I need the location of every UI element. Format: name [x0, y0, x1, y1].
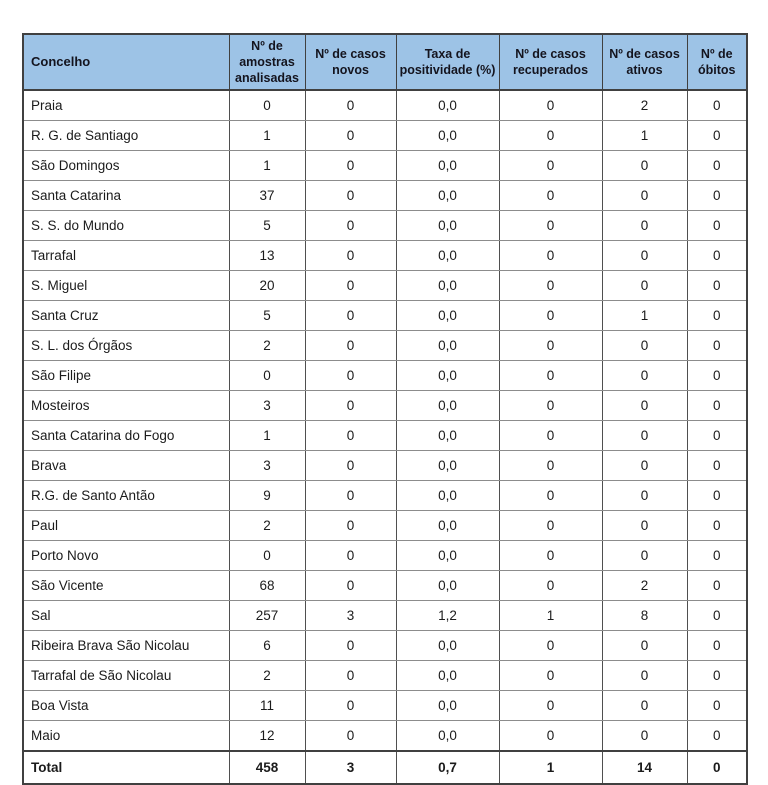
table-row	[23, 541, 747, 571]
value-cell: 0	[687, 661, 747, 691]
value-cell: 0	[305, 541, 396, 571]
value-cell: 0	[305, 631, 396, 661]
value-cell: 0	[602, 361, 687, 391]
value-cell: 0	[305, 241, 396, 271]
value-cell: 0	[687, 511, 747, 541]
column-header-taxa-positividade: Taxa de positividade (%)	[396, 34, 499, 90]
value-cell: 0	[305, 391, 396, 421]
concelho-cell: Ribeira Brava São Nicolau	[23, 631, 229, 661]
value-cell: 0,0	[396, 571, 499, 601]
table-row	[23, 601, 747, 631]
value-cell: 0	[687, 721, 747, 752]
value-cell: 2	[602, 90, 687, 121]
value-cell: 1	[229, 121, 305, 151]
value-cell: 0	[687, 301, 747, 331]
value-cell: 0	[229, 90, 305, 121]
value-cell: 0	[602, 481, 687, 511]
concelho-cell: Boa Vista	[23, 691, 229, 721]
value-cell: 0	[499, 481, 602, 511]
value-cell: 0	[602, 331, 687, 361]
value-cell: 2	[229, 511, 305, 541]
value-cell: 0	[305, 361, 396, 391]
value-cell: 0	[687, 211, 747, 241]
value-cell: 0	[687, 90, 747, 121]
value-cell: 0	[305, 331, 396, 361]
value-cell: 0,0	[396, 271, 499, 301]
value-cell: 0	[499, 301, 602, 331]
value-cell: 3	[229, 391, 305, 421]
value-cell: 0	[499, 691, 602, 721]
value-cell: 0,0	[396, 331, 499, 361]
table-row	[23, 241, 747, 271]
concelho-cell: Tarrafal de São Nicolau	[23, 661, 229, 691]
value-cell: 0	[305, 721, 396, 752]
table-body	[23, 90, 747, 751]
concelho-cell: Praia	[23, 90, 229, 121]
value-cell: 0,0	[396, 181, 499, 211]
table-row	[23, 511, 747, 541]
value-cell: 0	[305, 181, 396, 211]
value-cell: 1	[229, 421, 305, 451]
value-cell: 0	[499, 90, 602, 121]
value-cell: 0	[687, 481, 747, 511]
table-row	[23, 331, 747, 361]
total-value-cell: 458	[229, 751, 305, 784]
value-cell: 0	[687, 151, 747, 181]
value-cell: 0	[499, 121, 602, 151]
value-cell: 0,0	[396, 721, 499, 752]
value-cell: 0	[499, 661, 602, 691]
concelho-cell: São Vicente	[23, 571, 229, 601]
value-cell: 0	[499, 331, 602, 361]
concelho-cell: Tarrafal	[23, 241, 229, 271]
value-cell: 0	[305, 211, 396, 241]
column-header-concelho: Concelho	[23, 34, 229, 90]
value-cell: 0	[687, 631, 747, 661]
value-cell: 0	[499, 541, 602, 571]
value-cell: 0	[305, 451, 396, 481]
concelho-cell: Mosteiros	[23, 391, 229, 421]
concelho-cell: Santa Catarina do Fogo	[23, 421, 229, 451]
value-cell: 0	[602, 631, 687, 661]
value-cell: 0	[687, 571, 747, 601]
value-cell: 0	[305, 481, 396, 511]
table-row	[23, 90, 747, 121]
value-cell: 2	[602, 571, 687, 601]
value-cell: 0,0	[396, 391, 499, 421]
value-cell: 0,0	[396, 90, 499, 121]
concelho-cell: Brava	[23, 451, 229, 481]
column-header-obitos: Nº de óbitos	[687, 34, 747, 90]
value-cell: 0	[687, 541, 747, 571]
concelho-cell: R. G. de Santiago	[23, 121, 229, 151]
value-cell: 0	[602, 691, 687, 721]
concelho-cell: S. Miguel	[23, 271, 229, 301]
value-cell: 0	[602, 421, 687, 451]
table-row	[23, 301, 747, 331]
column-header-casos-ativos: Nº de casos ativos	[602, 34, 687, 90]
total-label-cell: Total	[23, 751, 229, 784]
value-cell: 0	[499, 421, 602, 451]
column-header-casos-recuperados: Nº de casos recuperados	[499, 34, 602, 90]
value-cell: 0,0	[396, 481, 499, 511]
value-cell: 0	[499, 271, 602, 301]
table-row	[23, 271, 747, 301]
value-cell: 0,0	[396, 661, 499, 691]
value-cell: 0	[499, 181, 602, 211]
value-cell: 0	[229, 541, 305, 571]
value-cell: 9	[229, 481, 305, 511]
value-cell: 3	[305, 601, 396, 631]
value-cell: 1	[499, 601, 602, 631]
concelho-cell: Sal	[23, 601, 229, 631]
value-cell: 0	[499, 511, 602, 541]
value-cell: 0	[499, 571, 602, 601]
value-cell: 0	[602, 721, 687, 752]
column-header-amostras-analisadas: Nº de amostras analisadas	[229, 34, 305, 90]
value-cell: 0,0	[396, 421, 499, 451]
table-row	[23, 391, 747, 421]
value-cell: 2	[229, 331, 305, 361]
value-cell: 0,0	[396, 631, 499, 661]
table-row	[23, 211, 747, 241]
value-cell: 0,0	[396, 211, 499, 241]
total-value-cell: 0	[687, 751, 747, 784]
value-cell: 0	[602, 661, 687, 691]
value-cell: 0	[305, 151, 396, 181]
value-cell: 5	[229, 301, 305, 331]
value-cell: 0,0	[396, 361, 499, 391]
value-cell: 0	[499, 631, 602, 661]
concelho-cell: R.G. de Santo Antão	[23, 481, 229, 511]
concelho-cell: São Filipe	[23, 361, 229, 391]
value-cell: 0	[305, 691, 396, 721]
value-cell: 5	[229, 211, 305, 241]
value-cell: 0,0	[396, 151, 499, 181]
concelho-cell: Santa Cruz	[23, 301, 229, 331]
value-cell: 0	[499, 151, 602, 181]
table-row	[23, 361, 747, 391]
value-cell: 0,0	[396, 121, 499, 151]
value-cell: 0	[305, 121, 396, 151]
value-cell: 0	[499, 211, 602, 241]
table-row	[23, 691, 747, 721]
table-row	[23, 451, 747, 481]
table-row	[23, 721, 747, 752]
value-cell: 257	[229, 601, 305, 631]
value-cell: 1	[602, 121, 687, 151]
value-cell: 1	[229, 151, 305, 181]
value-cell: 6	[229, 631, 305, 661]
value-cell: 1	[602, 301, 687, 331]
value-cell: 0	[305, 511, 396, 541]
value-cell: 0	[499, 391, 602, 421]
value-cell: 0	[687, 331, 747, 361]
table-row	[23, 481, 747, 511]
table-row	[23, 121, 747, 151]
table-row	[23, 631, 747, 661]
value-cell: 0	[602, 211, 687, 241]
value-cell: 0	[499, 361, 602, 391]
value-cell: 13	[229, 241, 305, 271]
table-row	[23, 571, 747, 601]
value-cell: 0,0	[396, 691, 499, 721]
concelho-cell: S. L. dos Órgãos	[23, 331, 229, 361]
value-cell: 0	[305, 571, 396, 601]
value-cell: 0	[687, 451, 747, 481]
total-value-cell: 1	[499, 751, 602, 784]
table-row	[23, 421, 747, 451]
value-cell: 0,0	[396, 541, 499, 571]
concelho-cell: Maio	[23, 721, 229, 752]
value-cell: 0	[602, 271, 687, 301]
table-row	[23, 181, 747, 211]
value-cell: 1,2	[396, 601, 499, 631]
total-value-cell: 3	[305, 751, 396, 784]
total-value-cell: 14	[602, 751, 687, 784]
value-cell: 0	[687, 241, 747, 271]
table-row	[23, 661, 747, 691]
value-cell: 0,0	[396, 301, 499, 331]
value-cell: 0	[687, 181, 747, 211]
column-header-casos-novos: Nº de casos novos	[305, 34, 396, 90]
value-cell: 0	[602, 511, 687, 541]
header-row	[23, 34, 747, 90]
value-cell: 0	[602, 451, 687, 481]
value-cell: 0	[305, 271, 396, 301]
value-cell: 20	[229, 271, 305, 301]
total-value-cell: 0,7	[396, 751, 499, 784]
value-cell: 0	[499, 241, 602, 271]
value-cell: 0	[602, 151, 687, 181]
value-cell: 0	[305, 90, 396, 121]
value-cell: 0	[499, 451, 602, 481]
value-cell: 0,0	[396, 241, 499, 271]
table-row	[23, 151, 747, 181]
value-cell: 0	[602, 241, 687, 271]
value-cell: 0,0	[396, 511, 499, 541]
value-cell: 0	[305, 421, 396, 451]
value-cell: 0	[687, 361, 747, 391]
value-cell: 2	[229, 661, 305, 691]
concelho-cell: Santa Catarina	[23, 181, 229, 211]
value-cell: 0	[602, 391, 687, 421]
value-cell: 0	[687, 391, 747, 421]
value-cell: 37	[229, 181, 305, 211]
value-cell: 11	[229, 691, 305, 721]
concelho-cell: Paul	[23, 511, 229, 541]
value-cell: 3	[229, 451, 305, 481]
concelho-cell: São Domingos	[23, 151, 229, 181]
value-cell: 0	[687, 121, 747, 151]
value-cell: 8	[602, 601, 687, 631]
value-cell: 0	[305, 661, 396, 691]
value-cell: 0	[687, 691, 747, 721]
value-cell: 0	[687, 421, 747, 451]
covid-municipality-table	[22, 33, 748, 785]
total-row	[23, 751, 747, 784]
value-cell: 0	[602, 541, 687, 571]
value-cell: 0	[687, 601, 747, 631]
value-cell: 0	[687, 271, 747, 301]
value-cell: 68	[229, 571, 305, 601]
value-cell: 0	[602, 181, 687, 211]
value-cell: 0	[499, 721, 602, 752]
value-cell: 0,0	[396, 451, 499, 481]
value-cell: 12	[229, 721, 305, 752]
value-cell: 0	[229, 361, 305, 391]
concelho-cell: Porto Novo	[23, 541, 229, 571]
value-cell: 0	[305, 301, 396, 331]
concelho-cell: S. S. do Mundo	[23, 211, 229, 241]
